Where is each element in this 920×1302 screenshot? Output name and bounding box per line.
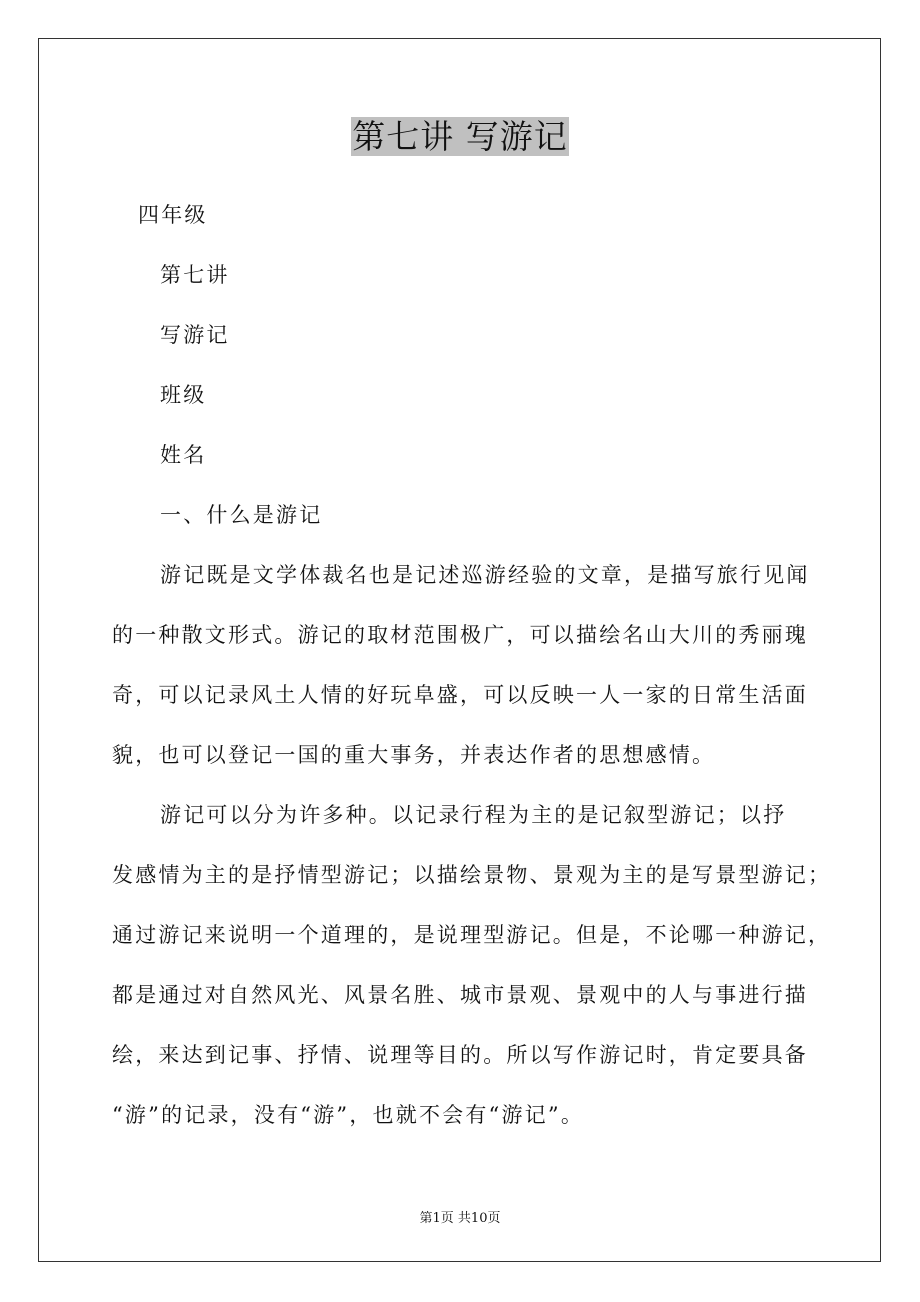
paragraph-line: “游”的记录，没有“游”，也就不会有“游记”。 (112, 1103, 585, 1127)
paragraph-line: 发感情为主的是抒情型游记；以描绘景物、景观为主的是写景型游记； (112, 863, 832, 887)
paragraph-line: 绘，来达到记事、抒情、说理等目的。所以写作游记时，肯定要具备 (112, 1043, 808, 1067)
page-number-footer: 第1页 共10页 (419, 1211, 501, 1226)
name-label: 姓名 (160, 443, 207, 467)
paragraph-line: 奇，可以记录风土人情的好玩阜盛，可以反映一人一家的日常生活面 (112, 683, 808, 707)
topic-line: 写游记 (160, 323, 230, 347)
document-title: 第七讲 写游记 (352, 117, 568, 156)
paragraph-line: 貌，也可以登记一国的重大事务，并表达作者的思想感情。 (112, 743, 716, 767)
section-heading: 一、什么是游记 (160, 503, 323, 527)
grade-line: 四年级 (138, 203, 208, 227)
paragraph-line: 的一种散文形式。游记的取材范围极广，可以描绘名山大川的秀丽瑰 (112, 623, 808, 647)
document-title-wrap (0, 116, 920, 158)
class-label: 班级 (160, 383, 207, 407)
paragraph-line: 都是通过对自然风光、风景名胜、城市景观、景观中的人与事进行描 (112, 983, 808, 1007)
lesson-line: 第七讲 (160, 263, 230, 287)
paragraph-line: 通过游记来说明一个道理的，是说理型游记。但是，不论哪一种游记， (112, 923, 832, 947)
paragraph-line: 游记可以分为许多种。以记录行程为主的是记叙型游记；以抒 (160, 803, 787, 827)
paragraph-line: 游记既是文学体裁名也是记述巡游经验的文章，是描写旅行见闻 (160, 563, 810, 587)
